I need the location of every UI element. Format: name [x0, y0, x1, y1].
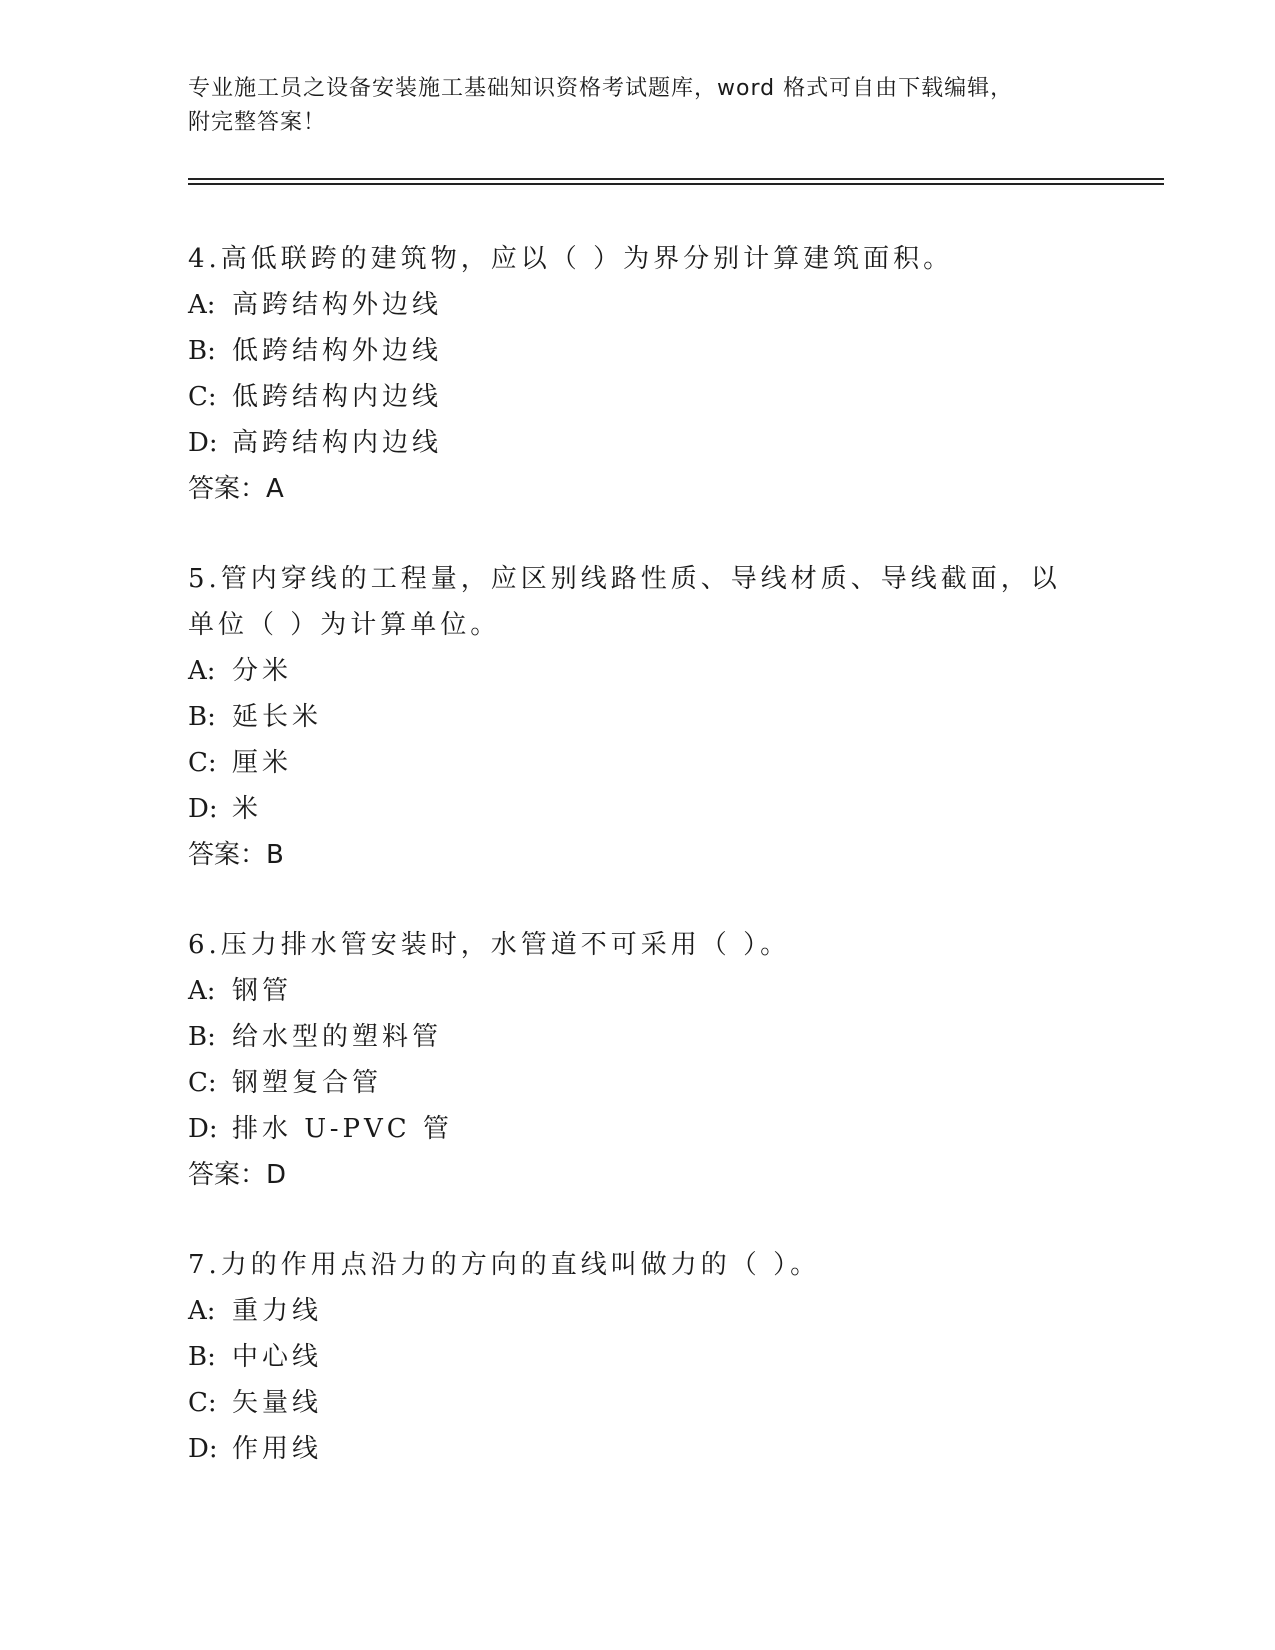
option-letter: B: [188, 1342, 216, 1372]
question-stem: 6.压力排水管安装时，水管道不可采用（ ）。 [188, 930, 791, 960]
answer-line: 答案：D [188, 1160, 287, 1190]
option-text: 低跨结构内边线 [232, 382, 443, 412]
option-text: 低跨结构外边线 [232, 336, 443, 366]
option-c [188, 1060, 1088, 1106]
header-rule-top [188, 178, 1164, 180]
option-letter: A: [188, 1296, 216, 1326]
option-text: 钢管 [232, 976, 293, 1006]
option-c [188, 740, 1088, 786]
option-d [188, 786, 1088, 832]
option-a [188, 282, 1088, 328]
question-stem: 5.管内穿线的工程量，应区别线路性质、导线材质、导线截面，以单位（ ）为计算单位。 [188, 564, 1061, 640]
option-d [188, 420, 1088, 466]
option-c [188, 374, 1088, 420]
option-letter: B: [188, 702, 216, 732]
option-c [188, 1380, 1088, 1426]
option-b [188, 328, 1088, 374]
option-letter: C: [188, 382, 217, 412]
answer-line: 答案：B [188, 840, 284, 870]
option-b [188, 1334, 1088, 1380]
option-text: 作用线 [232, 1434, 323, 1464]
option-text: 中心线 [232, 1342, 323, 1372]
question-stem: 4.高低联跨的建筑物，应以（ ）为界分别计算建筑面积。 [188, 244, 954, 274]
option-b [188, 1014, 1088, 1060]
question-5 [188, 556, 1088, 878]
question-stem: 7.力的作用点沿力的方向的直线叫做力的（ ）。 [188, 1250, 821, 1280]
option-letter: D: [188, 1114, 218, 1144]
option-text: 排水 U-PVC 管 [232, 1114, 453, 1144]
option-letter: A: [188, 976, 216, 1006]
option-a [188, 648, 1088, 694]
option-letter: D: [188, 794, 218, 824]
answer-line: 答案：A [188, 474, 284, 504]
question-4 [188, 236, 1088, 512]
header-line-2: 附完整答案！ [188, 110, 327, 135]
option-text: 高跨结构外边线 [232, 290, 443, 320]
option-d [188, 1426, 1088, 1472]
option-d [188, 1106, 1088, 1152]
option-text: 分米 [232, 656, 293, 686]
option-letter: D: [188, 1434, 218, 1464]
option-text: 延长米 [232, 702, 323, 732]
option-b [188, 694, 1088, 740]
option-letter: A: [188, 290, 216, 320]
option-letter: B: [188, 336, 216, 366]
question-7 [188, 1242, 1088, 1472]
header-rule-bottom [188, 183, 1164, 185]
option-a [188, 968, 1088, 1014]
option-text: 给水型的塑料管 [232, 1022, 443, 1052]
option-letter: B: [188, 1022, 216, 1052]
option-text: 米 [232, 794, 263, 824]
option-letter: A: [188, 656, 216, 686]
option-text: 重力线 [232, 1296, 323, 1326]
option-letter: C: [188, 748, 217, 778]
document-header [188, 72, 1088, 140]
option-text: 高跨结构内边线 [232, 428, 443, 458]
question-6 [188, 922, 1088, 1198]
option-letter: C: [188, 1388, 217, 1418]
option-text: 矢量线 [232, 1388, 323, 1418]
question-list [188, 236, 1088, 1516]
option-text: 钢塑复合管 [232, 1068, 383, 1098]
option-text: 厘米 [232, 748, 293, 778]
option-letter: D: [188, 428, 218, 458]
option-a [188, 1288, 1088, 1334]
header-line-1: 专业施工员之设备安装施工基础知识资格考试题库，word 格式可自由下载编辑， [188, 76, 1014, 101]
option-letter: C: [188, 1068, 217, 1098]
